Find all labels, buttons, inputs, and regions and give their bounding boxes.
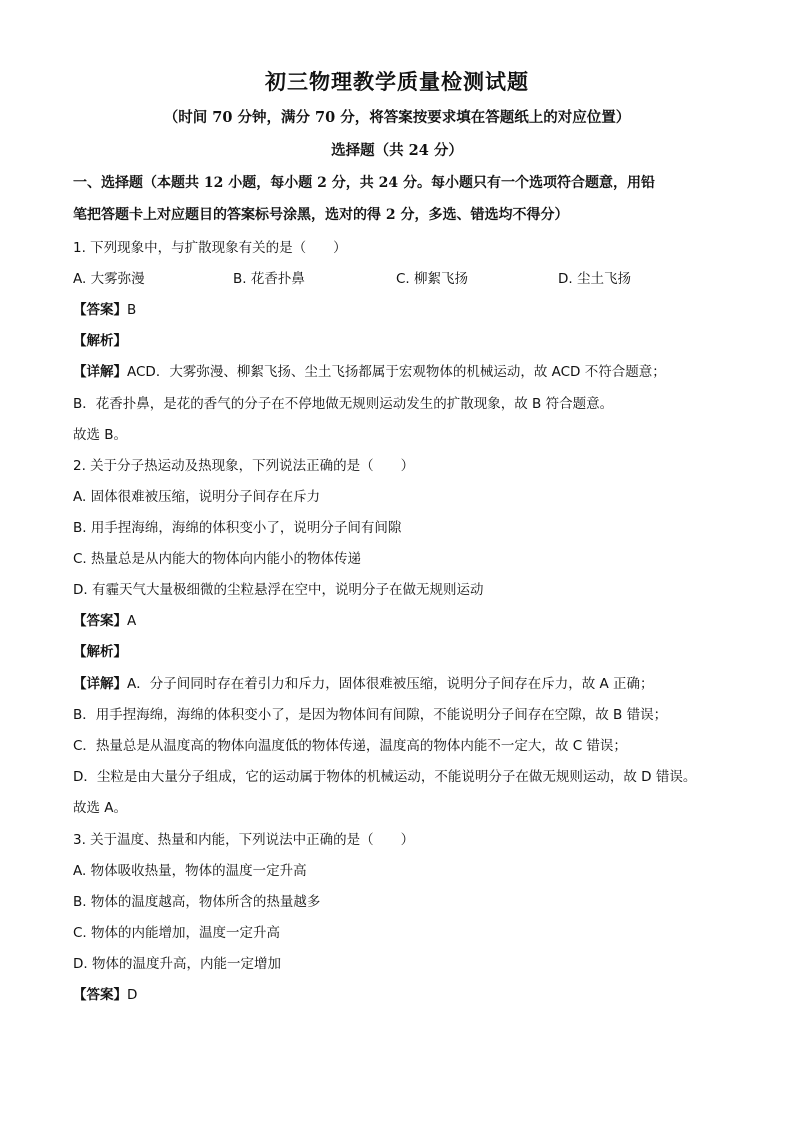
question-2-analysis-label: [73, 640, 127, 660]
page-title: 初三物理教学质量检测试题: [265, 69, 529, 94]
question-1-option-d: D. 尘土飞扬: [558, 271, 631, 287]
question-2-detail-line-2: B．用手捏海绵，海绵的体积变小了，是因为物体间有间隙，不能说明分子间存在空隙，故 B 错误；: [73, 707, 668, 723]
question-1-option-b: B. 花香扑鼻: [233, 271, 305, 287]
analysis-label: 【解析】: [73, 333, 127, 349]
question-2-detail-line-1: [73, 672, 654, 692]
section-heading: 选择题（共 24 分）: [331, 142, 463, 159]
detail-label: 【详解】: [73, 676, 127, 692]
answer-label: 【答案】: [73, 987, 127, 1003]
question-1-analysis-label: [73, 329, 127, 349]
detail-label: 【详解】: [73, 364, 127, 380]
question-1-stem: 1. 下列现象中，与扩散现象有关的是（ ）: [73, 240, 347, 256]
question-3-option-c: C. 物体的内能增加，温度一定升高: [73, 925, 281, 941]
question-3-stem: 3. 关于温度、热量和内能，下列说法中正确的是（ ）: [73, 832, 415, 848]
detail-text: A．分子间同时存在着引力和斥力，固体很难被压缩，说明分子间存在斥力，故 A 正确；: [127, 676, 654, 692]
question-1-option-c: C. 柳絮飞扬: [396, 271, 469, 287]
question-2-stem: 2. 关于分子热运动及热现象，下列说法正确的是（ ）: [73, 458, 415, 474]
question-3-answer: [73, 983, 137, 1003]
question-2-conclusion: 故选 A。: [73, 800, 128, 816]
question-1-answer: [73, 298, 136, 318]
analysis-label: 【解析】: [73, 644, 127, 660]
instructions-line-2: 笔把答题卡上对应题目的答案标号涂黑，选对的得 2 分，多选、错选均不得分）: [73, 207, 569, 223]
question-2-option-d: D. 有霾天气大量极细微的尘粒悬浮在空中，说明分子在做无规则运动: [73, 582, 484, 598]
answer-value: A: [127, 613, 137, 629]
answer-value: D: [127, 987, 138, 1003]
question-1-detail-line-1: [73, 360, 666, 380]
question-1-detail-line-2: B．花香扑鼻，是花的香气的分子在不停地做无规则运动发生的扩散现象，故 B 符合题意。: [73, 396, 614, 412]
question-2-detail-line-3: C．热量总是从温度高的物体向温度低的物体传递，温度高的物体内能不一定大，故 C 错误；: [73, 738, 627, 754]
detail-text: ACD．大雾弥漫、柳絮飞扬、尘土飞扬都属于宏观物体的机械运动，故 ACD 不符合题意；: [127, 364, 666, 380]
question-1-option-a: A. 大雾弥漫: [73, 271, 145, 287]
answer-label: 【答案】: [73, 302, 127, 318]
question-2-option-b: B. 用手捏海绵，海绵的体积变小了，说明分子间有间隙: [73, 520, 402, 536]
question-3-option-b: B. 物体的温度越高，物体所含的热量越多: [73, 894, 321, 910]
question-2-option-a: A. 固体很难被压缩，说明分子间存在斥力: [73, 489, 321, 505]
exam-subtitle: （时间 70 分钟，满分 70 分，将答案按要求填在答题纸上的对应位置）: [163, 109, 631, 126]
question-3-option-a: A. 物体吸收热量，物体的温度一定升高: [73, 863, 307, 879]
question-2-answer: [73, 609, 136, 629]
question-3-option-d: D. 物体的温度升高，内能一定增加: [73, 956, 281, 972]
answer-value: B: [127, 302, 137, 318]
question-1-conclusion: 故选 B。: [73, 427, 128, 443]
question-2-detail-line-4: D．尘粒是由大量分子组成，它的运动属于物体的机械运动，不能说明分子在做无规则运动，故 D 错误。: [73, 769, 697, 785]
question-2-option-c: C. 热量总是从内能大的物体向内能小的物体传递: [73, 551, 362, 567]
answer-label: 【答案】: [73, 613, 127, 629]
instructions-line-1: 一、选择题（本题共 12 小题，每小题 2 分，共 24 分。每小题只有一个选项符合题意，用铅: [73, 175, 655, 191]
